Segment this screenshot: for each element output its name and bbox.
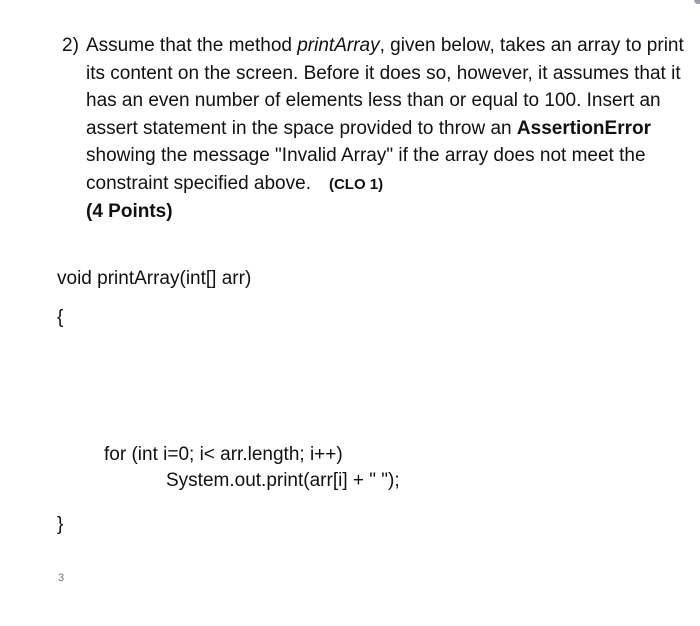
print-statement-line: System.out.print(arr[i] + " "); <box>166 470 400 491</box>
question-text-part-3: showing the message "Invalid Array" if the array does not meet the constraint specified above. <box>86 145 646 194</box>
question-text <box>86 32 692 226</box>
for-loop-line: for (int i=0; i< arr.length; i++) <box>104 444 343 465</box>
points-label: (4 Points) <box>86 201 173 222</box>
question-block <box>62 32 692 226</box>
open-brace: { <box>57 307 64 328</box>
error-name: AssertionError <box>516 117 652 139</box>
clo-label: (CLO 1) <box>328 175 384 193</box>
question-number: 2) <box>62 35 79 56</box>
method-name: printArray <box>297 35 380 56</box>
method-signature: void printArray(int[] arr) <box>57 268 252 289</box>
corner-mark <box>694 0 700 4</box>
page-number: 3 <box>58 572 65 584</box>
question-text-part-2: , given below, takes an array to print its content on the screen. Before it does so, however, it assumes that it has an even number of elements less than or equal to 100. Insert an assert statement in the space provided to throw an <box>86 35 684 139</box>
close-brace: } <box>57 514 64 535</box>
question-text-part-1: Assume that the method <box>86 35 298 56</box>
